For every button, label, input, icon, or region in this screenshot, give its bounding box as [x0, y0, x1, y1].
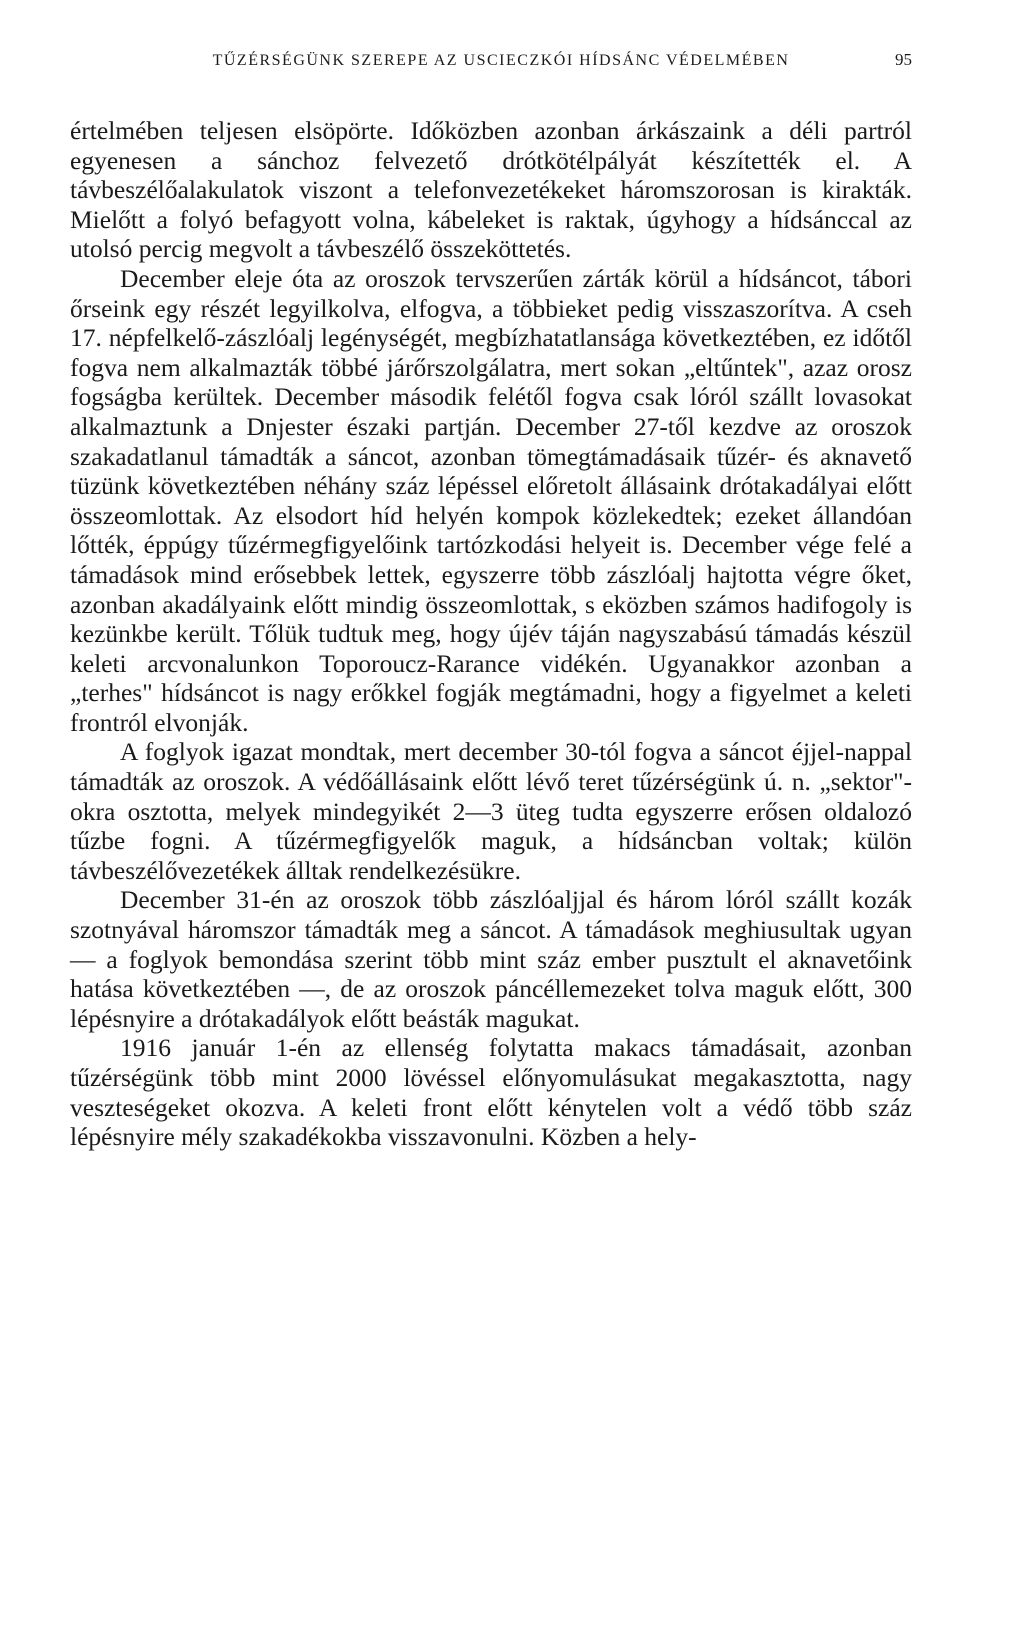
running-head-title: TŰZÉRSÉGÜNK SZEREPE AZ USCIECZKÓI HÍDSÁNC VÉDELMÉBEN — [212, 52, 790, 69]
running-head — [70, 50, 912, 80]
paragraph: December 31-én az oroszok több zászlóaljjal és három lóról szállt kozák szotnyával háromszor támadták meg a sáncot. A támadások meghiusultak ugyan — a foglyok bemondása szerint több mint száz ember pusztult el aknavetőink hatása következtében —, de az oroszok páncéllemezeket tolva maguk előtt, 300 lépésnyire a drótakadályok előtt beásták magukat. — [70, 885, 912, 1033]
paragraph: 1916 január 1-én az ellenség folytatta makacs támadásait, azonban tűzérségünk több mint 2000 lövéssel előnyomulásukat megakasztotta, nagy veszteségeket okozva. A keleti front előtt kénytelen volt a védő több száz lépésnyire mély szakadékokba visszavonulni. Közben a hely- — [70, 1033, 912, 1152]
paragraph: December eleje óta az oroszok tervszerűen zárták körül a hídsáncot, tábori őrseink egy részét legyilkolva, elfogva, a többieket pedig visszaszorítva. A cseh 17. népfelkelő-zászlóalj legénységét, megbízhatatlansága következtében, ez időtől fogva nem alkalmazták többé járőrszolgálatra, mert sokan „eltűntek", azaz orosz fogságba kerültek. December második felétől fogva csak lóról szállt lovasokat alkalmaztunk a Dnjester északi partján. December 27-től kezdve az oroszok szakadatlanul támadták a sáncot, azonban tömegtámadásaik tűzér- és aknavető tüzünk következtében néhány száz lépéssel előretolt állásaink drótakadályai előtt összeomlottak. Az elsodort híd helyén kompok közlekedtek; ezeket állandóan lőtték, éppúgy tűzérmegfigyelőink tartózkodási helyeit is. December vége felé a támadások mind erősebbek lettek, egyszerre több zászlóalj hajtotta végre őket, azonban akadályaink előtt mindig összeomlottak, s eközben számos hadifogoly is kezünkbe került. Tőlük tudtuk meg, hogy újév táján nagyszabású támadás készül keleti arcvonalunkon Toporoucz-Rarance vidékén. Ugyanakkor azonban a „terhes" hídsáncot is nagy erőkkel fogják megtámadni, hogy a figyelmet a keleti frontról elvonják. — [70, 263, 912, 737]
book-page — [70, 50, 912, 1152]
paragraph-continuation: értelmében teljesen elsöpörte. Időközben azonban árkászaink a déli partról egyenesen a sánchoz felvezető drótkötélpályát készítették el. A távbeszélőalakulatok viszont a telefonvezetékeket háromszorosan is kirakták. Mielőtt a folyó befagyott volna, kábeleket is raktak, úgyhogy a hídsánccal az utolsó percig megvolt a távbeszélő összeköttetés. — [70, 116, 912, 264]
paragraph: A foglyok igazat mondtak, mert december 30-tól fogva a sáncot éjjel-nappal támadták az oroszok. A védőállásaink előtt lévő teret tűzérségünk ú. n. „sektor"-okra osztotta, melyek mindegyikét 2—3 üteg tudta egyszerre erősen oldalozó tűzbe fogni. A tűzérmegfigyelők maguk, a hídsáncban voltak; külön távbeszélővezetékek álltak rendelkezésükre. — [70, 737, 912, 885]
body-text — [70, 116, 912, 1152]
page-number: 95 — [895, 50, 912, 69]
